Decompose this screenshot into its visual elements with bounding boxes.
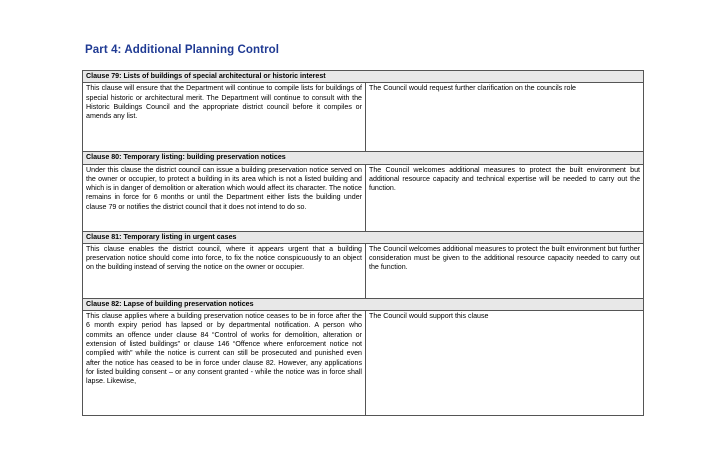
clause-description: This clause enables the district council, where it appears urgent that a building preservation notice should come into force, to fix the notice conspicuously to an object on the building instead of serving the notice on the owner or occupier.: [86, 244, 362, 272]
clause-description: Under this clause the district council can issue a building preservation notice served on the owner or occupier, to protect a building in its area which is not a listed building and which is in danger of demolition or alteration which would affect its character. The notice remains in force for 6 months or until the Department either lists the building under clause 79 or notifies the district council that it does not intend to do so.: [86, 165, 362, 211]
clause-row: [83, 243, 644, 298]
council-response-cell: [366, 243, 644, 298]
council-response: The Council welcomes additional measures to protect the built environment but further consideration must be given to the additional resource capacity needed to carry out the function.: [369, 244, 641, 272]
clause-description-cell: [83, 311, 366, 416]
council-response-cell: [366, 164, 644, 231]
council-response-cell: [366, 311, 644, 416]
page-title: Part 4: Additional Planning Control: [85, 44, 280, 56]
clause-header: Clause 81: Temporary listing in urgent cases: [83, 231, 644, 243]
clause-header: Clause 79: Lists of buildings of special architectural or historic interest: [83, 71, 644, 83]
clause-header: Clause 82: Lapse of building preservation notices: [83, 298, 644, 310]
clauses-table: [82, 70, 644, 416]
council-response: The Council would support this clause: [369, 312, 489, 321]
clause-row: [83, 164, 644, 231]
council-response: The Council would request further clarification on the councils role: [369, 84, 577, 93]
clause-description-cell: [83, 243, 366, 298]
clause-header: Clause 80: Temporary listing: building preservation notices: [83, 152, 644, 164]
clause-header-row: [83, 152, 644, 164]
clause-header-row: [83, 71, 644, 83]
clause-header-row: [83, 298, 644, 310]
clause-header-row: [83, 231, 644, 243]
clause-row: [83, 311, 644, 416]
clause-description-cell: [83, 164, 366, 231]
clause-description: This clause will ensure that the Department will continue to compile lists for buildings of special historic or architectural merit. The Department will continue to consult with the Historic Buildings Council and the appropriate district council before it compiles or amends any list.: [86, 84, 362, 121]
clause-description-cell: [83, 83, 366, 152]
council-response: The Council welcomes additional measures to protect the built environment but additional resource capacity and technical expertise will be needed to carry out the function.: [369, 165, 641, 193]
council-response-cell: [366, 83, 644, 152]
clause-row: [83, 83, 644, 152]
clause-description: This clause applies where a building preservation notice ceases to be in force after the 6 month expiry period has lapsed or by departmental notification. A person who commits an offence under clause 84 “Control of works for demolition, alteration or extension of listed buildings” or clause 146 “Offence where enforcement notice not complied with” while the notice is current can still be prosecuted and punished even after the notice has ceased to be in force under clause 82. However, any applications for listed building consent – or any consent granted - while the notice was in force shall lapse. Likewise,: [86, 312, 362, 386]
